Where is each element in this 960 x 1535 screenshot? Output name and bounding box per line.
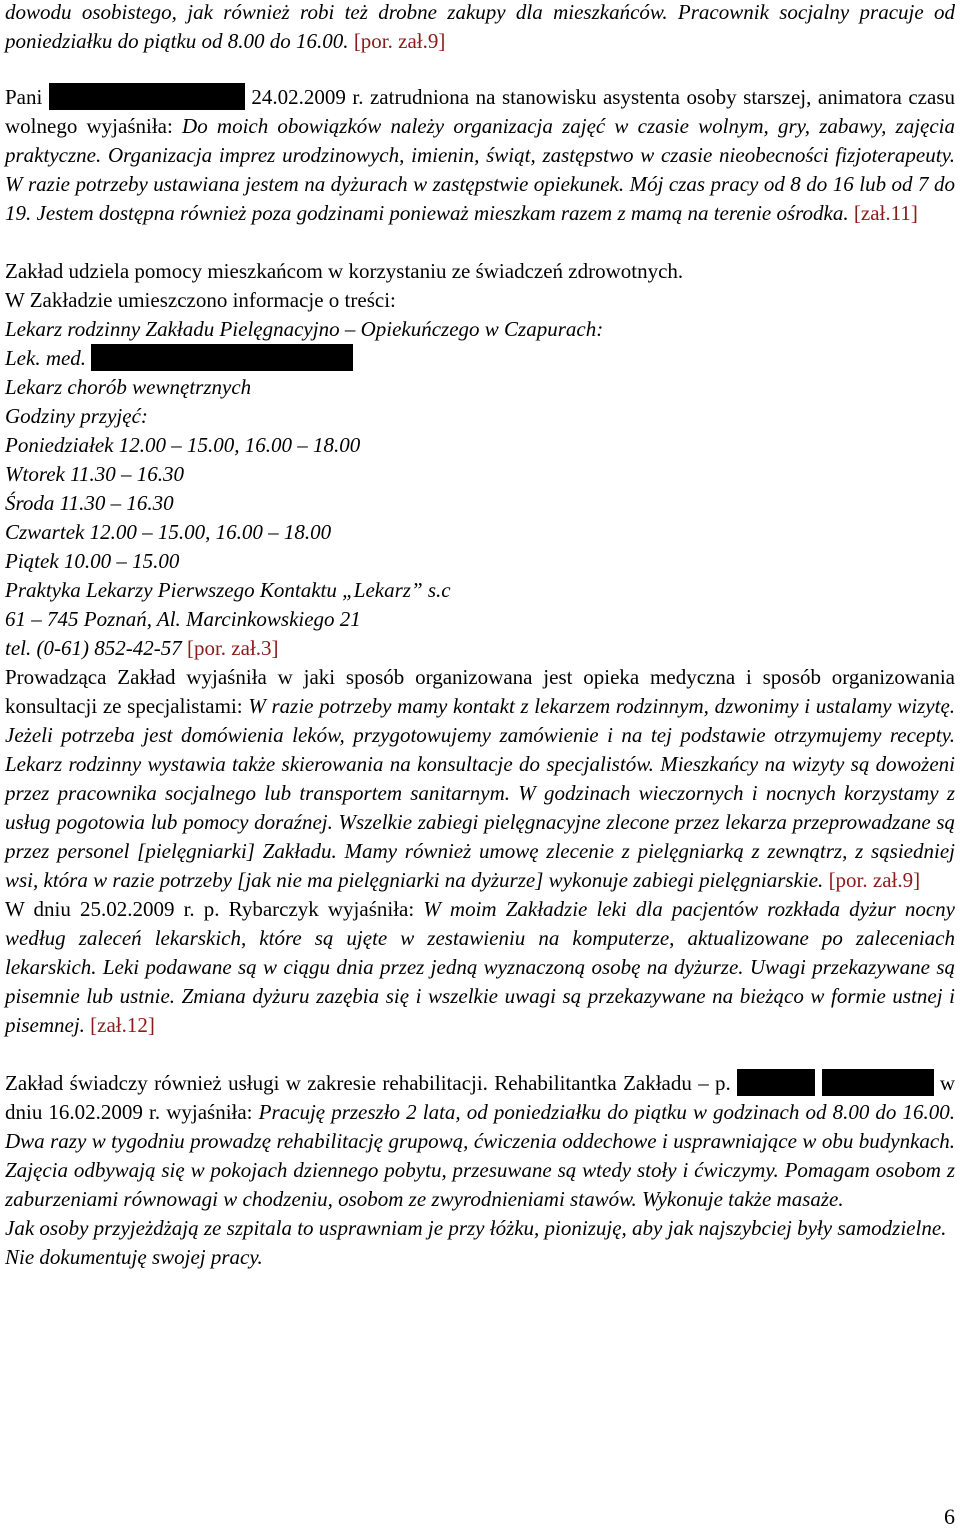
hours-tuesday: Wtorek 11.30 – 16.30 [5,462,185,486]
redacted-doctor-name [91,344,353,371]
intro-text: Zakład świadczy również usługi w zakresie rehabilitacji. Rehabilitantka Zakładu – p. [5,1071,731,1095]
paragraph-assistant [5,83,955,228]
reference: [por. zał.3] [186,636,279,660]
page-number: 6 [944,1504,955,1529]
statement-quote: Pracuję przeszło 2 lata, od poniedziałku do piątku w godzinach od 8.00 do 16.00. Dwa razy w tygodniu prowadzę rehabilitację grupową, ćwiczenia oddechowe i usprawniające w obu budynkach. Zajęcia odbywają się w pokojach dziennego pobytu, przesuwane są wtedy stoły i ćwiczymy. Pomagam osobom z zaburzeniami równowagi w chodzeniu, osobom ze zwyrodnieniami stawów. Wykonuje także masaże. [5,1100,956,1211]
hours-wednesday: Środa 11.30 – 16.30 [5,491,174,515]
redacted-name [822,1069,934,1096]
redacted-name [737,1069,815,1096]
phone: tel. (0-61) 852-42-57 [5,636,182,660]
practice-name: Praktyka Lekarzy Pierwszego Kontaktu „Lekarz” s.c [5,578,451,602]
statement-quote: W razie potrzeby mamy kontakt z lekarzem rodzinnym, dzwonimy i ustalamy wizytę. Jeżeli potrzeba jest domówienia leków, przygotowujemy zamówienie i na tej podstawie otrzymujemy recepty. Lekarz rodzinny wystawia także skierowania na konsultacje do specjalistów. Mieszkańcy na wizyty są dowożeni przez pracownika socjalnego lub transportem sanitarnym. W godzinach wieczornych i nocnych korzystamy z usług pogotowia lub pomocy doraźnej. Wszelkie zabiegi pielęgnacyjne zlecone przez lekarza przeprowadzane są przez personel [pielęgniarki] Zakładu. Mamy również umowę zlecenie z pielęgniarką z zewnątrz, z sąsiedniej wsi, która w razie potrzeby [jak nie ma pielęgniarki na dyżurze] wykonuje zabiegi pielęgniarskie. [5,694,956,892]
paragraph-text: dowodu osobistego, jak również robi też drobne zakupy dla mieszkańców. Pracownik socjalny pracuje od poniedziałku do piątku od 8.00 do 16.00. [5,0,955,53]
paragraph-rehabilitation [5,1069,955,1214]
statement-quote: W moim Zakładzie leki dla pacjentów rozkłada dyżur nocny według zaleceń lekarskich, które są ujęte w zestawieniu na komputerze, aktualizowane po zaleceniach lekarskich. Leki podawane są w ciągu dnia przez jedną wyznaczoną osobę na dyżurze. Uwagi przekazywane są pisemnie lub ustnie. Zmiana dyżuru zazębia się i wszelkie uwagi są przekazywane na bieżąco w formie ustnej i pisemnej. [5,897,955,1037]
document-page [5,0,955,1272]
doctor-name-line [5,344,955,373]
paragraph-medication [5,895,955,1040]
lek-med-label: Lek. med. [5,346,87,370]
phone-line [5,634,955,663]
info-line: W Zakładzie umieszczono informacje o treści: [5,288,396,312]
hours-friday: Piątek 10.00 – 15.00 [5,549,180,573]
statement-quote-continued: Jak osoby przyjeżdżają ze szpitala to usprawniam je przy łóżku, pionizuję, aby jak najszybciej były samodzielne. Nie dokumentuję swojej pracy. [5,1216,947,1269]
doctor-heading: Lekarz rodzinny Zakładu Pielęgnacyjno – Opiekuńczego w Czapurach: [5,317,604,341]
reference: [por. zał.9] [353,29,446,53]
hours-thursday: Czwartek 12.00 – 15.00, 16.00 – 18.00 [5,520,332,544]
intro-text: W dniu 25.02.2009 r. p. Rybarczyk wyjaśniła: [5,897,415,921]
practice-address: 61 – 745 Poznań, Al. Marcinkowskiego 21 [5,607,361,631]
hours-label: Godziny przyjęć: [5,404,148,428]
paragraph-medical-care [5,663,955,895]
specialty: Lekarz chorób wewnętrznych [5,375,252,399]
statement-date: 24.02.2009 r. zatrudniona na stanowisku asystenta osoby starszej, animatora czasu wolnego wyjaśniła: [5,85,955,138]
intro-text: Prowadząca Zakład wyjaśniła w jaki sposób organizowana jest opieka medyczna i sposób organizowania konsultacji ze specjalistami: [5,665,955,718]
paragraph-social-worker [5,0,955,56]
statement-date: w dniu 16.02.2009 r. wyjaśniła: [5,1071,956,1124]
redacted-name [49,83,245,110]
pani-label: Pani [5,85,43,109]
reference: [zał.11] [853,201,918,225]
health-care-line: Zakład udziela pomocy mieszkańcom w korzystaniu ze świadczeń zdrowotnych. [5,259,684,283]
hours-monday: Poniedziałek 12.00 – 15.00, 16.00 – 18.00 [5,433,361,457]
reference: [por. zał.9] [828,868,921,892]
statement-quote: Do moich obowiązków należy organizacja zajęć w czasie wolnym, gry, zabawy, zajęcia praktyczne. Organizacja imprez urodzinowych, imienin, świąt, zastępstwo w czasie nieobecności fizjoterapeuty. W razie potrzeby ustawiana jestem na dyżurach w zastępstwie opiekunek. Mój czas pracy od 8 do 16 lub od 7 do 19. Jestem dostępna również poza godzinami ponieważ mieszkam razem z mamą na terenie ośrodka. [5,114,955,225]
reference: [zał.12] [90,1013,155,1037]
